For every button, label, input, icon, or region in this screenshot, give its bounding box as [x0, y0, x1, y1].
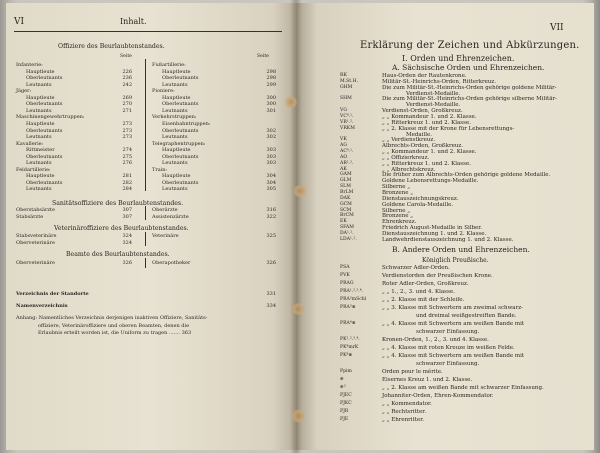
toc-entry: Oberleutnants — [162, 101, 199, 108]
abbreviation-meaning: Militär-St.-Heinrichs-Orden, Ritterkreuz. — [382, 78, 497, 85]
abbreviation: PRA⁴⊗ — [340, 321, 356, 326]
abbreviation: SCM — [340, 207, 352, 213]
abbreviation: PK¹.².³.⁴. — [340, 337, 360, 342]
stain-mark — [292, 185, 308, 197]
abbreviation: PRA³⊗ — [340, 305, 356, 310]
toc-page-number: 322 — [266, 213, 276, 220]
toc-page-number: 303 — [266, 153, 276, 160]
toc-page-number: 236 — [122, 75, 132, 82]
page-number: VII — [550, 23, 564, 33]
toc-entry: Jäger: — [16, 88, 32, 95]
toc-entry: Verzeichnis der Standorte — [16, 291, 89, 297]
abbreviation-meaning: Dienstauszeichnungskreuz. — [382, 195, 459, 202]
toc-entry: Oberveterinäre — [16, 260, 55, 266]
toc-page-number: 242 — [122, 81, 132, 88]
toc-page-number: 226 — [122, 68, 132, 75]
stain-mark — [291, 409, 306, 423]
toc-entry: Oberleutnants — [26, 101, 63, 108]
abbreviation: VR¹.². — [340, 119, 354, 125]
abbreviation: DA¹.². — [340, 230, 354, 236]
page-number: VI — [14, 17, 25, 27]
abbreviation: SHM — [340, 96, 352, 102]
abbreviation-meaning: „ „ 4. Klasse mit Schwertern am weißen Bande mit — [382, 353, 525, 359]
toc-page-number: 281 — [122, 173, 132, 180]
abbreviation: GHM — [340, 84, 353, 90]
abbreviation-meaning: Dienstauszeichnung 1. und 2. Klasse. — [382, 230, 487, 237]
abbreviation: PJEC — [340, 393, 352, 398]
toc-entry: Leutnants — [162, 186, 188, 193]
toc-entry: Oberleutnants — [26, 127, 63, 134]
abbreviation-meaning: Haus-Orden der Rautenkrone. — [382, 73, 467, 79]
section-title: Beamte des Beurlaubtenstandes. — [66, 251, 170, 258]
toc-entry: Hauptleute — [162, 68, 191, 75]
toc-entry: Maschinengewehrtruppen: — [16, 114, 85, 121]
abbreviation: SLM — [340, 184, 351, 190]
abbreviation: VC⁰.¹. — [340, 113, 354, 119]
toc-page-number: 282 — [122, 179, 132, 186]
anhang-line: Anhang: Namentliches Verzeichnis derjenigen inaktiven Offiziere, Sanitäts- — [16, 315, 208, 321]
abbreviation: GLM — [340, 178, 352, 184]
toc-entry: Hauptleute — [162, 94, 191, 101]
abbreviation-meaning: „ „ 2. Klasse am weißen Bande mit schwarzer Einfassung. — [382, 385, 544, 391]
toc-entry: Oberleutnants — [26, 153, 63, 160]
toc-entry: Oberleutnants — [162, 75, 199, 82]
abbreviation: PSA — [340, 265, 350, 270]
toc-page-number: 326 — [122, 260, 132, 266]
toc-page-number: 303 — [266, 147, 276, 154]
toc-page-number: 275 — [122, 153, 132, 160]
toc-entry: Fußartillerie: — [152, 62, 186, 68]
abbreviation-meaning: „ „ 2. Klasse mit der Schleife. — [382, 297, 465, 303]
abbreviation: AG — [340, 143, 347, 149]
toc-page-number: 271 — [122, 107, 132, 114]
abbreviation-meaning: Ehrenkreuz. — [382, 219, 417, 226]
toc-entry: Hauptleute — [26, 173, 55, 180]
abbreviation: PJR — [340, 409, 349, 414]
toc-page-number: 304 — [266, 179, 276, 186]
rule-line — [145, 232, 146, 246]
toc-entry: Oberleutnants — [162, 153, 199, 160]
toc-entry: Namenverzeichnis — [16, 303, 68, 309]
abbreviation-meaning: „ „ Kommandeur 1. und 2. Klasse. — [382, 149, 477, 156]
toc-entry: Oberapotheker — [152, 260, 191, 266]
toc-page-number: 299 — [266, 81, 276, 88]
toc-entry: Verkehrstruppen: — [152, 114, 197, 121]
abbreviation: RK — [340, 73, 347, 78]
toc-entry: Rittmeister — [26, 147, 55, 154]
toc-page-number: 300 — [266, 101, 276, 108]
abbreviation-meaning: Die früher zum Albrechts-Orden gehörige goldene Medaille. — [382, 172, 551, 179]
abbreviation-meaning: Die zum Militär-St.-Heinrichs-Orden gehörige goldene Militär- — [382, 84, 557, 91]
abbreviation: PK⁴mrK — [340, 345, 359, 350]
abbreviation: AC⁰.¹. — [340, 149, 354, 155]
anhang-line: Erlaubnis erteilt worden ist, die Uniform zu tragen ....... 363 — [38, 330, 192, 336]
toc-page-number: 300 — [266, 94, 276, 101]
abbreviation: PJKC — [340, 401, 352, 406]
toc-entry: Feldartillerie: — [16, 166, 51, 173]
toc-page-number: 307 — [122, 213, 132, 220]
toc-page-number: 301 — [266, 107, 276, 114]
abbreviation-meaning: schwarzer Einfassung. — [416, 361, 480, 367]
toc-entry: Eisenbahntruppen: — [162, 120, 211, 127]
abbreviation: EK — [340, 219, 347, 225]
rule-line — [145, 258, 146, 268]
toc-entry: Hauptleute — [26, 68, 55, 75]
toc-entry: Leutnants — [162, 134, 188, 141]
toc-page-number: 274 — [122, 147, 132, 154]
abbreviation-meaning: Verdienst-Orden, Großkreuz. — [382, 108, 463, 115]
abbreviation-meaning: Silberne „ — [382, 207, 411, 214]
stain-mark — [291, 303, 305, 315]
abbreviation-meaning: Verdienstorden der Preußischen Krone. — [382, 273, 493, 279]
abbreviation-meaning: „ „ Ehrenritter. — [382, 417, 425, 423]
section-title: Offiziere des Beurlaubtenstandes. — [58, 43, 165, 50]
toc-entry: Telegraphentruppen: — [152, 140, 206, 147]
toc-entry: Stabsärzte — [16, 213, 44, 220]
toc-entry: Hauptleute — [26, 120, 55, 127]
abbreviation-meaning: „ „ 1., 2., 3. und 4. Klasse. — [382, 289, 455, 295]
abbreviation: VK — [340, 137, 347, 143]
toc-entry: Oberleutnants — [162, 127, 199, 134]
abbreviation: AO — [340, 154, 348, 160]
abbreviation: ⊕² — [340, 385, 346, 390]
toc-page-number: 276 — [122, 160, 132, 167]
abbreviation: GCM — [340, 201, 352, 207]
abbreviation: LDA¹.². — [340, 236, 357, 242]
toc-entry: Leutnants — [162, 107, 188, 114]
abbreviation: AK — [340, 166, 347, 172]
toc-entry: Leutnants — [26, 81, 52, 88]
abbreviation-meaning: und dreimal weißgestreiften Bande. — [416, 313, 517, 319]
toc-entry: Leutnants — [162, 81, 188, 88]
toc-page-number: 325 — [266, 233, 276, 239]
toc-page-number: 324 — [122, 239, 132, 246]
toc-page-number: 305 — [266, 186, 276, 193]
column-header: Seite — [120, 54, 132, 59]
abbreviation-meaning: „ „ 3. Klasse mit Schwertern am zweimal schwarz- — [382, 305, 523, 311]
abbreviation-meaning: Verdienst-Medaille. — [406, 90, 461, 97]
abbreviation: VG — [340, 108, 347, 114]
toc-entry: Leutnants — [26, 186, 52, 193]
abbreviation-meaning: „ „ Rechtsritter. — [382, 409, 427, 415]
abbreviation-meaning: schwarzer Einfassung. — [416, 329, 480, 335]
toc-entry: Oberleutnants — [26, 179, 63, 186]
abbreviation-meaning: Orden pour le mérite. — [382, 369, 443, 375]
abbreviation: BrCM — [340, 213, 354, 219]
toc-entry: Hauptleute — [162, 173, 191, 180]
book-gutter — [290, 0, 302, 453]
abbreviation: PJE — [340, 417, 349, 422]
toc-page-number: 302 — [266, 134, 276, 141]
rule-line — [14, 31, 282, 32]
toc-page-number: 326 — [266, 260, 276, 266]
abbreviation-meaning: Eisernes Kreuz 1. und 2. Klasse. — [382, 377, 473, 383]
abbreviation-meaning: Bronzene „ — [382, 190, 414, 196]
toc-page-number: 298 — [266, 68, 276, 75]
abbreviation: PRA¹.².³.⁴. — [340, 289, 364, 294]
abbreviation-meaning: „ „ Offizierkreuz. — [382, 154, 430, 161]
toc-entry: Leutnants — [26, 134, 52, 141]
abbreviation-meaning: „ „ 4. Klasse mit Schwertern am weißen Bande mit — [382, 321, 525, 327]
running-head: Inhalt. — [120, 17, 147, 26]
toc-entry: Infanterie: — [16, 62, 43, 68]
toc-entry: Stabsveterinäre — [16, 233, 57, 239]
abbreviation-meaning: Landwehrdienstauszeichnung 1. und 2. Klasse. — [382, 236, 514, 243]
left-page — [6, 3, 296, 450]
toc-page-number: 316 — [266, 207, 276, 213]
toc-entry: Leutnants — [26, 107, 52, 114]
abbreviation-meaning: Bronzene „ — [382, 213, 414, 220]
toc-entry: Hauptleute — [26, 94, 55, 101]
abbreviation-meaning: Die zum Militär-St.-Heinrichs-Orden gehörige silberne Militär- — [382, 96, 558, 103]
abbreviation-meaning: „ „ Kommandeur 1. und 2. Klasse. — [382, 113, 477, 120]
rule-line — [145, 59, 146, 191]
abbreviation-meaning: Goldene Carola-Medaille. — [382, 201, 454, 208]
abbreviation-meaning: „ „ Kommendator. — [382, 401, 432, 407]
toc-entry: Oberleutnants — [26, 75, 63, 82]
abbreviation: DAK — [340, 195, 351, 201]
toc-entry: Leutnants — [162, 160, 188, 167]
abbreviation-meaning: Schwarzer Adler-Orden. — [382, 265, 450, 271]
toc-entry: Train: — [152, 166, 168, 173]
abbreviation-meaning: Friedrich August-Medaille in Silber. — [382, 225, 483, 232]
abbreviation: PK⁴⊗ — [340, 353, 353, 358]
toc-page-number: 270 — [122, 101, 132, 108]
abbreviation: PVK — [340, 273, 350, 278]
abbreviation-meaning: Goldene Lebensrettungs-Medaille. — [382, 178, 479, 185]
section-title: Sanitätsoffiziere des Beurlaubtenstandes. — [52, 200, 184, 207]
abbreviation: SFAM — [340, 225, 354, 231]
abbreviation: Ppim — [340, 369, 352, 374]
abbreviation-meaning: Roter Adler-Orden, Großkreuz. — [382, 281, 469, 287]
abbreviation: BrLM — [340, 190, 354, 195]
section-title: Veterinäroffiziere des Beurlaubtenstandes. — [54, 225, 189, 232]
toc-page-number: 324 — [122, 233, 132, 239]
toc-page-number: 269 — [122, 94, 132, 101]
abbreviation-meaning: Medaille. — [406, 131, 432, 138]
toc-page-number: 334 — [266, 303, 276, 309]
rule-line — [145, 206, 146, 220]
abbreviation-meaning: Johanniter-Orden, Ehren-Kommendator. — [382, 393, 494, 399]
abbreviation: PRA²mSchl — [340, 297, 367, 302]
toc-page-number: 304 — [266, 173, 276, 180]
abbreviation-meaning: „ „ Ritterkreuz 1. und 2. Klasse. — [382, 160, 471, 167]
abbreviation-meaning: Kronen-Orden, 1., 2., 3. und 4. Klasse. — [382, 337, 489, 343]
toc-entry: Leutnants — [26, 160, 52, 167]
toc-entry: Pioniere: — [152, 88, 175, 95]
section-heading: I. Orden und Ehrenzeichen. — [402, 54, 515, 63]
toc-page-number: 307 — [122, 207, 132, 213]
toc-page-number: 331 — [266, 291, 276, 297]
right-page — [296, 3, 594, 450]
abbreviation: VRKM — [340, 125, 355, 131]
toc-entry: Oberärzte — [152, 207, 178, 213]
sub-heading: Königlich Preußische. — [422, 257, 489, 264]
toc-page-number: 298 — [266, 75, 276, 82]
toc-entry: Assistenzärzte — [152, 213, 189, 220]
abbreviation-meaning: Verdienst-Medaille. — [406, 102, 461, 109]
toc-page-number: 284 — [122, 186, 132, 193]
abbreviation-meaning: „ „ Verdienstkreuz. — [382, 137, 436, 144]
toc-page-number: 273 — [122, 120, 132, 127]
anhang-line: offiziere, Veterinäroffiziere und oberen Beamten, denen die — [38, 322, 190, 329]
abbreviation-meaning: „ „ 4. Klasse mit roten Kreuze im weißen Felde. — [382, 345, 515, 351]
section-heading: B. Andere Orden und Ehrenzeichen. — [392, 245, 530, 254]
toc-entry: Veterinäre — [152, 233, 179, 239]
abbreviation-meaning: „ „ Albrechtskreuz. — [382, 166, 436, 173]
section-heading: A. Sächsische Orden und Ehrenzeichen. — [392, 63, 545, 72]
toc-page-number: 273 — [122, 134, 132, 141]
abbreviation-meaning: Albrechts-Orden, Großkreuz. — [382, 143, 464, 150]
toc-entry: Oberleutnants — [162, 179, 199, 186]
abbreviation-meaning: „ „ 2. Klasse mit der Krone für Lebensrettungs- — [382, 125, 515, 132]
page-title: Erklärung der Zeichen und Abkürzungen. — [360, 40, 580, 51]
toc-page-number: 303 — [266, 160, 276, 167]
toc-page-number: 273 — [122, 127, 132, 134]
abbreviation: PRAG — [340, 281, 354, 286]
toc-page-number: 302 — [266, 127, 276, 134]
toc-entry: Oberstabsärzte — [16, 207, 55, 213]
abbreviation: M.St.H. — [340, 78, 359, 84]
column-header: Seite — [257, 54, 269, 59]
abbreviation: GAM — [340, 172, 352, 178]
toc-entry: Hauptleute — [162, 147, 191, 154]
abbreviation: ⊕ — [340, 377, 344, 382]
abbreviation-meaning: Silberne „ — [382, 184, 411, 191]
stain-mark — [284, 96, 298, 108]
toc-entry: Kavallerie: — [16, 140, 44, 147]
abbreviation: AR¹.². — [340, 160, 354, 166]
toc-entry: Oberveterinäre — [16, 239, 55, 246]
abbreviation-meaning: „ „ Ritterkreuz 1. und 2. Klasse. — [382, 119, 471, 126]
